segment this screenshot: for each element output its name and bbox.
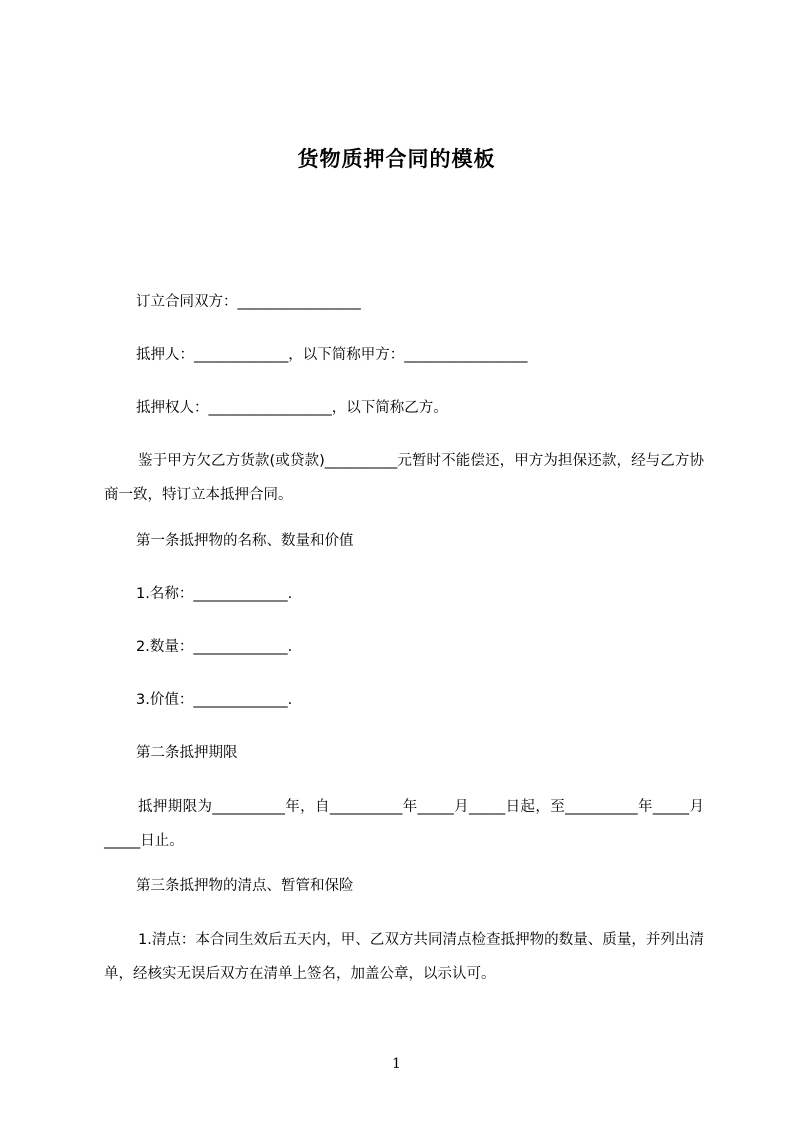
article1-item-value: 3.价值：_____________.: [136, 692, 293, 708]
article1-item-name: 1.名称：_____________.: [136, 586, 293, 602]
article2-heading: 第二条抵押期限: [136, 745, 238, 761]
parties-line: 订立合同双方：_________________: [136, 294, 361, 310]
article1-heading: 第一条抵押物的名称、数量和价值: [136, 533, 354, 549]
document-title: 货物质押合同的模板: [297, 147, 496, 171]
page-number: 1: [392, 1056, 401, 1072]
pledgee-line: 抵押权人：_________________，以下简称乙方。: [136, 400, 448, 416]
preamble-paragraph: 鉴于甲方欠乙方货款(或贷款)__________元暂时不能偿还，甲方为担保还款，经与乙方协商一致，特订立本抵押合同。: [104, 453, 704, 503]
pledgor-line: 抵押人：_____________，以下简称甲方：_________________: [136, 347, 528, 363]
article2-paragraph: 抵押期限为__________年，自__________年_____月_____日起，至__________年_____月_____日止。: [104, 799, 704, 849]
article3-item-inventory: 1.清点：本合同生效后五天内，甲、乙双方共同清点检查抵押物的数量、质量，并列出清单，经核实无误后双方在清单上签名，加盖公章，以示认可。: [104, 932, 704, 982]
article3-heading: 第三条抵押物的清点、暂管和保险: [136, 878, 354, 894]
article1-item-quantity: 2.数量：_____________.: [136, 639, 293, 655]
